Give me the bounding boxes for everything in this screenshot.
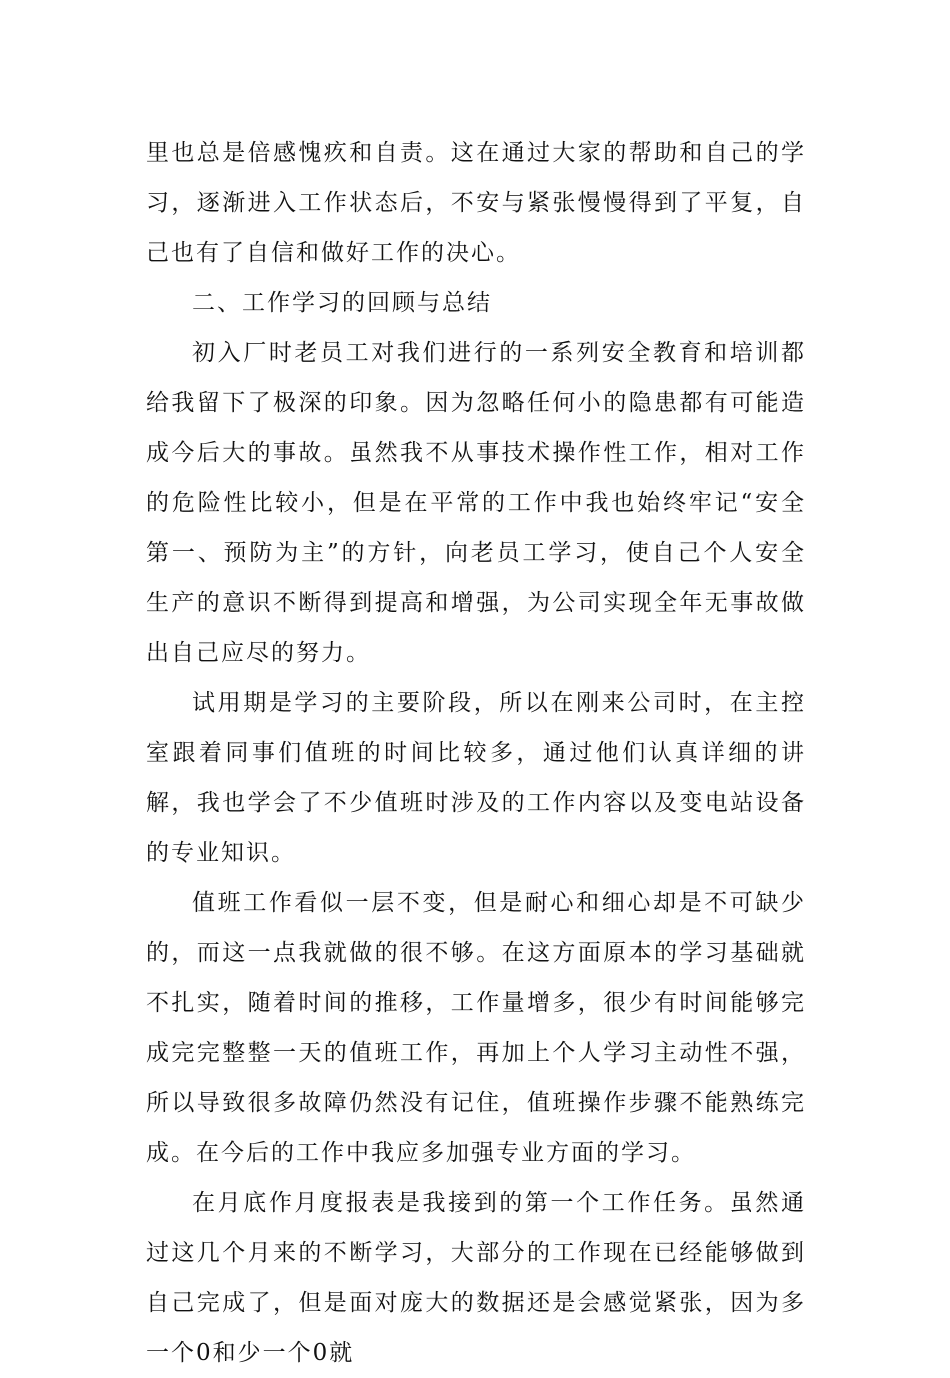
paragraph-1: 里也总是倍感愧疚和自责。这在通过大家的帮助和自己的学习，逐渐进入工作状态后，不安与紧张慢慢得到了平复，自己也有了自信和做好工作的决心。 <box>146 140 806 266</box>
document-body <box>146 128 806 1378</box>
paragraph-5: 在月底作月度报表是我接到的第一个工作任务。虽然通过这几个月来的不断学习，大部分的工作现在已经能够做到自己完成了，但是面对庞大的数据还是会感觉紧张，因为多一个0和少一个0就 <box>146 1190 806 1366</box>
section-heading: 二、工作学习的回顾与总结 <box>192 290 492 316</box>
paragraph-2: 初入厂时老员工对我们进行的一系列安全教育和培训都给我留下了极深的印象。因为忽略任何小的隐患都有可能造成今后大的事故。虽然我不从事技术操作性工作，相对工作的危险性比较小，但是在平常的工作中我也始终牢记“安全第一、预防为主”的方针，向老员工学习，使自己个人安全生产的意识不断得到提高和增强，为公司实现全年无事故做出自己应尽的努力。 <box>146 340 806 666</box>
paragraph-4: 值班工作看似一层不变，但是耐心和细心却是不可缺少的，而这一点我就做的很不够。在这方面原本的学习基础就不扎实，随着时间的推移，工作量增多，很少有时间能够完成完完整整一天的值班工作，再加上个人学习主动性不强，所以导致很多故障仍然没有记住，值班操作步骤不能熟练完成。在今后的工作中我应多加强专业方面的学习。 <box>146 890 806 1166</box>
paragraph-3: 试用期是学习的主要阶段，所以在刚来公司时，在主控室跟着同事们值班的时间比较多，通过他们认真详细的讲解，我也学会了不少值班时涉及的工作内容以及变电站设备的专业知识。 <box>146 690 806 866</box>
